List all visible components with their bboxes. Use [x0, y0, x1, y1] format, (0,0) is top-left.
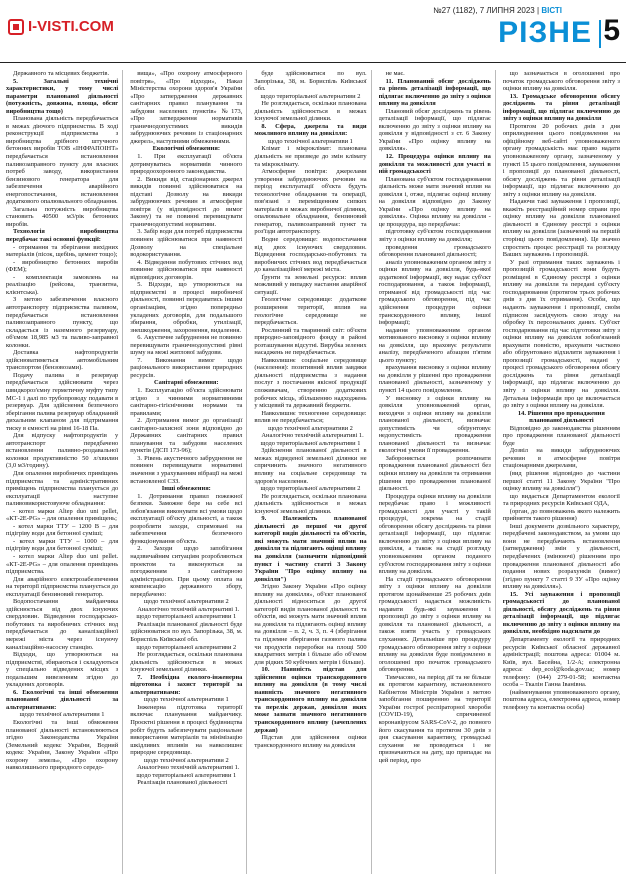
section-title: РІЗНЕ — [498, 16, 592, 49]
paragraph: Екологічні та інші обмеження планованої діяльності встановлюються згідно Законодавства України (Земельний кодекс України, Водний кодекс України, Закону України «Про охорону земель», «Про охорону навколишнього природного середо- — [6, 719, 119, 772]
paragraph: Реалізація планованої діяльності — [137, 779, 228, 787]
paragraph: (вид рішення відповідно до частини першої статті 11 Закону України "Про оцінку впливу на довкілля") — [502, 469, 620, 493]
paragraph: Державного та місцевих бюджетів. — [13, 70, 110, 77]
paragraph: Протягом 20 робочих днів з дня оприлюднення цього повідомлення на офіційному веб-сайті уповноваженого органу громадськість має право надати уповноваженому органу, зазначеному у пункті 15 цього повідомлення, зауваження і пропозиції до планованої діяльності, обсягу досліджень та рівня деталізації інформації, що підлягає включенню до звіту з оцінки впливу на довкілля. — [502, 122, 620, 198]
logo-icon — [8, 19, 24, 35]
page-header — [0, 0, 626, 63]
paragraph: Здійснення планованої діяльності в межах відведеної земельної ділянки не спричинить значного негативного впливу на соціальне середовище та здоров'я населення. — [254, 447, 367, 485]
paragraph: 4. Відведення побутових стічних вод повинне здійснюватися при наявності відповідних договорів. — [130, 258, 243, 281]
paragraph: щодо територіальної альтернативи 1 — [136, 771, 237, 779]
column-2 — [130, 70, 247, 874]
paragraph: що видається Департаментом екології та природних ресурсів Київської ОДА, — [502, 492, 620, 508]
paragraph: Геологічне середовище: додаткове розширення території, вплив на геологічне середовище не передбачається. — [254, 296, 367, 327]
paragraph: Водне середовище: водопостачання від двох існуючих свердловин. Відведення господарсько-побутових та виробничих стічних вод передбачається до каналізаційної мережі міста. — [254, 236, 367, 274]
paragraph: Доставка нафтопродуктів здійснюватиметься автомобільним транспортом (бензовозами). — [6, 349, 119, 372]
section-heading: 13. Громадське обговорення обсягу досліджень та рівня деталізації інформації, що підлягає включенню до звіту з оцінки впливу на довкілля — [502, 92, 620, 123]
paragraph: Інші документи дозвільного характеру, передбачені законодавством, за умови що вони не передбачають встановлення (затвердження) змін у діяльності, передбачених (змінюючі) рішенням про провадження планованої діяльності або подання нових розрахунків (вимог) (згідно пункту 7 статті 9 ЗУ «Про оцінку впливу на довкілля»). — [502, 522, 620, 591]
paragraph: 2. Викиди від стаціонарних джерел викидів повинні здійснюватися на підставі Дозволу на викиди забруднюючих речовин в атмосферне повітря (у відповідності до вимог Закону) та не повинні перевищувати граничнодопустимі нормативи. — [130, 175, 243, 228]
paragraph: Згідно Закону України «Про оцінку впливу на довкілля», об'єкт планованої діяльності відноситься до другої категорії видів планованої діяльності та об'єктів, які можуть мати значний вплив на довкілля та підлягають оцінці впливу на довкілля – п. 2, ч. 3, п. 4 (зберігання та підземне зберігання газового палива чи продуктів переробки на площі 500 квадратних метрів і більше або об'ємом для рідких 50 кубічних метрів і більше). — [254, 583, 367, 666]
column-3 — [254, 70, 371, 874]
paragraph: 2. Заходи щодо запобігання надзвичайним ситуаціям розробляються проектом та виконуються за погодженням з санітарною адміністрацією. При цьому оплата на компенсацію державного збору, передбачено: — [130, 545, 243, 598]
paragraph: У висновку з оцінки впливу на довкілля уповноважений орган, виходячи з оцінки впливу на довкілля планованої діяльності, визначає допустимість чи обґрунтовує недопустимість провадження планованої діяльності та визначає екологічні умови її провадження. — [378, 394, 491, 455]
paragraph: врахування висновку з оцінки впливу на довкілля у рішенні про провадження планованої діяльності, зазначеному у пункті 14 цього повідомлення. — [378, 364, 491, 394]
paragraph: щодо технічної альтернативи 2 — [268, 424, 353, 432]
section-heading: Екологічні обмеження: — [152, 145, 220, 153]
paragraph: Не розглядається, оскільки планована діяльність здійснюється в межах існуючої земельної ділянки. — [254, 492, 367, 515]
paragraph: - котел марки ТТУ – 1000 – для підігріву води для бетонної суміші; — [6, 537, 119, 553]
issue-line: №27 (1182), 7 ЛИПНЯ 2023 | ВІСТІ — [433, 6, 562, 15]
section-heading: 5. Загальні технічні характеристики, у тому числі параметри планованої діяльності (потужність, довжина, площа, обсяг виробництва тощо) — [6, 77, 119, 115]
paragraph: вища», «Про охорону атмосферного повітря», «Про відходи», Наказ Міністерства охорони здоров'я України «Про затвердження державних санітарних правил планування та забудови населених пунктів» №173, «Про затвердження нормативів граничнодопустимих викидів забруднюючих речовин із стаціонарних джерел», наступними обмеженнями. — [130, 70, 243, 145]
paragraph: 6. Акустичне забруднення не повинно перевищувати граничнодопустимі рівні шуму на межі житлової забудови. — [130, 334, 243, 357]
section-heading: 11. Планований обсяг досліджень та рівень деталізації інформації, що підлягає включенню до звіту з оцінки впливу на довкілля — [378, 77, 491, 108]
paragraph: щодо територіальної альтернативи 1 — [136, 613, 237, 621]
paragraph: Плановий обсяг досліджень та рівень деталізації інформації, що підлягає включенню до звіту з оцінки впливу на довкілля у відповідності з ст. 6 Закону України «Про оцінку впливу на довкілля». — [378, 107, 491, 153]
paragraph: щодо територіальної альтернативи 2 — [260, 485, 361, 493]
column-5 — [503, 70, 620, 874]
paragraph: Відповідно до законодавства рішенням про провадження планованої діяльності буде — [502, 424, 620, 447]
paragraph: Забороняється розпочинати провадження планованої діяльності без оцінки впливу на довкілля та отримання рішення про провадження планованої діяльності. — [378, 454, 491, 493]
article-columns — [6, 70, 620, 874]
paragraph: надання уповноваженим органом мотивованого висновку з оцінки впливу на довкілля, що враховує результати аналізу, передбаченого абзацом п'ятим цього пункту; — [378, 326, 491, 364]
paragraph: Не розглядається, оскільки планована діяльність здійснюється в межах існуючої земельної ділянки. — [254, 100, 367, 123]
paragraph: Планована діяльність передбачається в межах діючого підприємства. В ході реконструкції підприємства з виробництва дрібного штучного бетонних виробів ТОВ «ІНФРАПОІНТ» передбачається встановлення паливозаправного пункту для власних потреб заводу, використання бензинового генератора для забезпечення аварійного енергопостачання, встановлення додаткового опалювального обладнання. — [6, 115, 119, 206]
paragraph: щодо технічної альтернативи 1 — [143, 696, 229, 704]
paragraph: Відходи, що утворюються на підприємстві, збираються і складуються у спеціально відведених місцях з подальшим вивезенням згідно до укладених договорів. — [6, 651, 119, 689]
paragraph: - котел марки Altep duo uni pellet, «КТ-2Е-PG» – для опалення приміщень; — [6, 507, 119, 523]
paragraph: Дозвіл на викиди забруднюючих речовин в атмосферне повітря стаціонарними джерелами, — [502, 447, 620, 470]
paragraph: не має. — [385, 70, 405, 77]
page-number: 5 — [603, 14, 620, 47]
paragraph: Аналогічно технічній альтернативі 1. — [137, 605, 240, 613]
paragraph: 5. Відходи, що утворюються на підприємстві в процесі виробничої діяльності, повинні передаватись іншим організаціям, згідно попередньо укладених договорів, для подальшого збирання, обробки, утилізації, знешкодження, захоронення, видалення. — [130, 281, 243, 334]
paragraph: Навколишнє техногенне середовище: вплив не передбачається; — [254, 409, 367, 425]
section-heading: Санітарні обмеження: — [154, 379, 219, 387]
paper-name: ВІСТІ — [541, 6, 562, 15]
paragraph: - виробництво бетонних виробів (ФЕМ); — [6, 258, 119, 274]
site-name: I-VISTI.COM — [28, 18, 114, 35]
paragraph: 1. При експлуатації об'єкта дотримуватись нормативів чинного природоохоронного законодавства. — [130, 153, 243, 176]
paragraph: З метою забезпечення власного автотранспорту підприємства паливом, передбачається встановлення паливозаправного пункту, що складається із наземного резервуару, об'ємом 18,985 м3 та паливо-заправної колонки. — [6, 296, 119, 349]
section-heading: 9. Належність планованої діяльності до першої чи другої категорії видів діяльності та об'єктів, які можуть мати значний вплив на довкілля та підлягають оцінці впливу на довкілля (зазначити відповідний пункт і частину статті 3 Закону України "Про оцінку впливу на довкілля") — [254, 515, 367, 583]
paragraph: що зазначається в оголошенні про початок громадського обговорення звіту з оцінки впливу на довкілля. — [502, 70, 620, 93]
paragraph: Подачу палива в резервуар передбачається здійснювати через швидкороз'ємну герметичну муфту типу МС-1 і далі по трубопроводу подавати в резервуар. Для здійснення безпечного зберігання палива резервуар обладнаний дихальним клапаном для підтримання тиску в ємності на рівні 16-18 Па. — [6, 371, 119, 432]
paragraph: Для відпуску нафтопродуктів у автотранспорт передбачено встановлення паливно-роздавальної колонки продуктивністю 50 л/хвилин (3,0 м3/годину). — [6, 432, 119, 470]
paragraph: - отримання та зберігання вихідних матеріалів (пісок, щебінь, цемент тощо); — [6, 243, 119, 259]
paragraph: Для опалення виробничих приміщень підприємства та адміністративних приміщень підприємства планується до експлуатації наступне паливовикористовуюче обладнання: — [6, 469, 119, 508]
paragraph: проведення громадського обговорення планованої діяльності; — [378, 243, 491, 259]
paragraph: Департаменту екології та природних ресурсів Київської обласної державної адміністрації; поштова адреса: 01004 м. Київ, вул. Басейна, 1/2-А; електронна адреса: dep_ecol@koda.gov.ua; номер телефону: (044) 279-01-58; контактна особа – Ткалін Ганна Іванівна. — [502, 636, 620, 689]
paragraph: Планована суб'єктом господарювання діяльність може мати значний вплив на довкілля і, отже, підлягає оцінці впливу на довкілля відповідно до Закону України «Про оцінку впливу на довкілля». Оцінка впливу на довкілля - це процедура, що передбачає: — [378, 175, 491, 228]
paragraph: Ґрунти та земельні ресурси: вплив можливий у випадку настання аварійної ситуації. — [254, 273, 367, 296]
section-heading: 6. Екологічні та інші обмеження планованої діяльності за альтернативами: — [6, 688, 119, 711]
column-4 — [379, 70, 496, 874]
paragraph: 1. Експлуатацію об'єкта здійснювати згідно з чинними нормативними санітарно-гігієнічними нормами та правилами; — [130, 386, 243, 417]
paragraph: Для аварійного електрозабезпечення на території підприємства планується до експлуатації бензиновий генератор. — [6, 575, 119, 598]
paragraph: Атмосферне повітря: джерелами утворення забруднюючих речовин на період експлуатації об'єкта будуть технологічне обладнання та операції, пов'язані з переміщенням сипких матеріалів в межах виробничої ділянки, опалювальне обладнання, бензиновий генератор, паливозаправний пункт та роз'їзди автотранспорту. — [254, 168, 367, 236]
paragraph: щодо технічної альтернативи 2 — [143, 756, 229, 764]
paragraph: Навколишнє соціальне середовище (населення): позитивний вплив завдяки діяльності підприємства з надання послуг з постачання якісної продукції споживачам, створенню додаткових робочих місць, збільшенню надходжень у місцевий та державний бюджети. — [254, 356, 367, 410]
paragraph: - комплектація замовлень на реалізацію (рейсова, транзитна, клієнтська). — [6, 273, 119, 296]
paragraph: Водопостачання майданчика здійснюється від двох існуючих свердловин. Відведення господарсько-побутових та виробничих стічних вод передбачається до каналізаційної мережі міста через існуючу каналізаційно-насосну станцію. — [6, 598, 119, 651]
paragraph: - котел марки Altep duo uni pellet. «КТ-2Е-PG» – для опалення приміщень підприємства. — [6, 553, 119, 576]
paragraph: буде здійснюватися по вул. Запорізька, 38, м. Бориспіль Київської обл. — [254, 70, 367, 93]
paragraph: Тимчасово, на період дії та не більше як протягом карантину, встановленого Кабінетом Міністрів України з метою запобігання поширенню на території України гострої респіраторної хвороби (COVID-19), спричиненої коронавірусом SARS-CoV-2, до повного його скасування та протягом 30 днів з дня скасування карантину, громадські слухання не проводяться і не призначаються на дату, що припадає на цей період, про — [378, 673, 491, 764]
paragraph: щодо технічної альтернативи 1 — [268, 137, 353, 145]
issue-number: №27 (1182), 7 ЛИПНЯ 2023 — [433, 6, 535, 15]
site-logo[interactable] — [8, 18, 114, 35]
paragraph: 3. Забір води для потреб підприємства повинен здійснюватися при наявності Дозволу на спеціальне водокористування. — [130, 228, 243, 259]
paragraph: У разі отримання таких зауважень і пропозицій громадськості вони будуть розміщені в Єдиному реєстрі з оцінки впливу на довкілля та передані суб'єкту господарювання (протягом трьох робочих днів з дня їх отримання). Особи, що надають зауваження і пропозиції, своїм підписом засвідчують свою згоду на обробку їх персональних даних. Суб'єкт господарювання під час підготовки звіту з оцінки впливу на довкілля зобов'язаний врахувати повністю, врахувати частково або обґрунтовано відхилити зауваження і пропозиції громадськості, надані у процесі громадського обговорення обсягу досліджень та рівня деталізації інформації, що підлягає включенню до звіту з оцінки впливу на довкілля. Детальна інформація про це включається до звіту з оцінки впливу на довкілля. — [502, 258, 620, 410]
section-heading: 15. Усі зауваження і пропозиції громадськості до планованої діяльності, обсягу досліджень та рівня деталізації інформації, що підлягає включенню до звіту з оцінки впливу на довкілля, необхідно надсилати до — [502, 590, 620, 636]
paragraph: щодо технічної альтернативи 2 — [143, 598, 229, 606]
header-divider — [599, 20, 601, 48]
column-1 — [6, 70, 123, 874]
section-heading: 8. Сфера, джерела та види можливого впливу на довкілля: — [254, 122, 367, 138]
section-heading: Технологія виробництва передбачає такі основні функції: — [6, 228, 119, 244]
paragraph: підготовку суб'єктом господарювання звіту з оцінки впливу на довкілля; — [378, 228, 491, 244]
paragraph: щодо територіальної альтернативи 2 — [260, 92, 361, 100]
paragraph: 7. Виконання вимог щодо раціонального використання природних ресурсів. — [130, 356, 243, 379]
paragraph: Реалізація планованої діяльності буде здійснюватися по вул. Запорізька, 38, м. Бориспіль Київської обл. — [130, 620, 243, 644]
paragraph: 1. Дотримання правил пожежної безпеки. Заможне бере на себе всі зобов'язання виконувати всі умови щодо експлуатації об'єкту діяльності, а також розробляти заходи, спрямовані на забезпечення безпечного функціонування об'єкта. — [130, 492, 243, 545]
paragraph: Не розглядається, оскільки планована діяльність здійснюється в межах існуючої земельної ділянки. — [130, 651, 243, 674]
paragraph: Процедура оцінки впливу на довкілля передбачає право і можливості громадськості для участі у такій процедурі, зокрема на стадії обговорення обсягу досліджень та рівня деталізації інформації, що підлягає включенню до звіту з оцінки впливу на довкілля, а також на стадії розгляду уповноваженим органом поданого суб'єктом господарювання звіту з оцінки впливу на довкілля. — [378, 492, 491, 576]
section-heading: 12. Процедура оцінки впливу на довкілля та можливості для участі в ній громадськості — [378, 153, 491, 176]
paragraph: На стадії громадського обговорення звіту з оцінки впливу на довкілля протягом щонайменше 25 робочих днів громадськості надається можливість надавати будь-які зауваження і пропозиції до звіту з оцінки впливу на довкілля та планованої діяльності, а також взяти участь у громадських слуханнях. Детальніше про процедуру громадського обговорення звіту з оцінки впливу на довкілля буде повідомлено в оголошенні про початок громадського обговорення. — [378, 575, 491, 674]
paragraph: аналіз уповноваженим органом звіту з оцінки впливу на довкілля, будь-якої додаткової інформації, яку надає суб'єкт господарювання, а також інформації, отриманої від громадськості під час громадського обговорення, під час здійснення процедури оцінки транскордонного впливу, іншої інформації; — [378, 258, 491, 327]
paragraph: (орган, до повноважень якого належить прийняття такого рішення) — [502, 507, 620, 523]
paragraph: - котел марки ТТУ – 1200 В – для підігріву води для бетонної суміші; — [6, 522, 119, 538]
paragraph: щодо технічної альтернативи 1 — [19, 711, 105, 719]
paragraph: (найменування уповноваженого органу, поштова адреса, електронна адреса, номер телефону та контактна особа) — [502, 688, 620, 711]
paragraph: Підстав для здійснення оцінки транскордонного впливу на довкілля — [254, 734, 367, 749]
paragraph: 3. Рівень акустичного забруднення не повинен перевищувати нормативні значення з урахуванням вібрації на межі встановленої СЗЗ. — [130, 454, 243, 485]
section-heading: 10. Наявність підстав для здійснення оцінки транскордонного впливу на довкілля (в тому числі наявність значного негативного транскордонного впливу на довкілля та перелік держав, довкілля яких може зазнати значного негативного транскордонного впливу (зачеплених держав) — [254, 666, 367, 734]
paragraph: щодо територіальної альтернативи 1 — [260, 439, 361, 447]
paragraph: 2. Дотримання вимог до організації санітарно-захисної зони відповідно до Державних санітарних правил планування та забудови населених пунктів (ДСП 173-96); — [130, 417, 243, 455]
paragraph: щодо територіальної альтернативи 2 — [136, 643, 237, 651]
section-heading: 14. Рішення про провадження планованої діяльності — [517, 409, 605, 425]
paragraph: Аналогічно технічній альтернативі 1. — [261, 432, 364, 440]
paragraph: Аналогічно технічній альтернативі 1. — [137, 764, 240, 772]
paragraph: Інженерна підготовка території включає планування майданчику. Проєктні рішення в процесі будівництва робіт будуть забезпечувати раціональне використання матеріалів та мінімізацію шкідливих впливів на навколишнє природне середовище. — [130, 703, 243, 757]
paragraph: Клімат і мікроклімат: планована діяльність не призведе до змін клімату та мікроклімату. — [254, 145, 367, 168]
paragraph: Надаючи такі зауваження і пропозиції, вкажіть реєстраційний номер справи про оцінку впливу на довкілля планованої діяльності в Єдиному реєстрі з оцінки впливу на довкілля (зазначений на першій сторінці цього повідомлення). Це значно спростить процес реєстрації та розгляду Ваших зауважень і пропозицій. — [502, 198, 620, 259]
section-heading: 7. Необхідна еколого-інженерна підготовка і захист території за альтернативами: — [130, 673, 243, 696]
section-heading: Інші обмеження: — [161, 485, 211, 493]
paragraph: Рослинний та тваринний світ: об'єкти природно-заповідного фонду в районі розташування відсутні. Вирубка зелених насаджень не передбачається. — [254, 326, 367, 357]
paragraph: Загальна потужність виробництва становить 40500 м3/рік бетонних виробів. — [6, 205, 119, 228]
